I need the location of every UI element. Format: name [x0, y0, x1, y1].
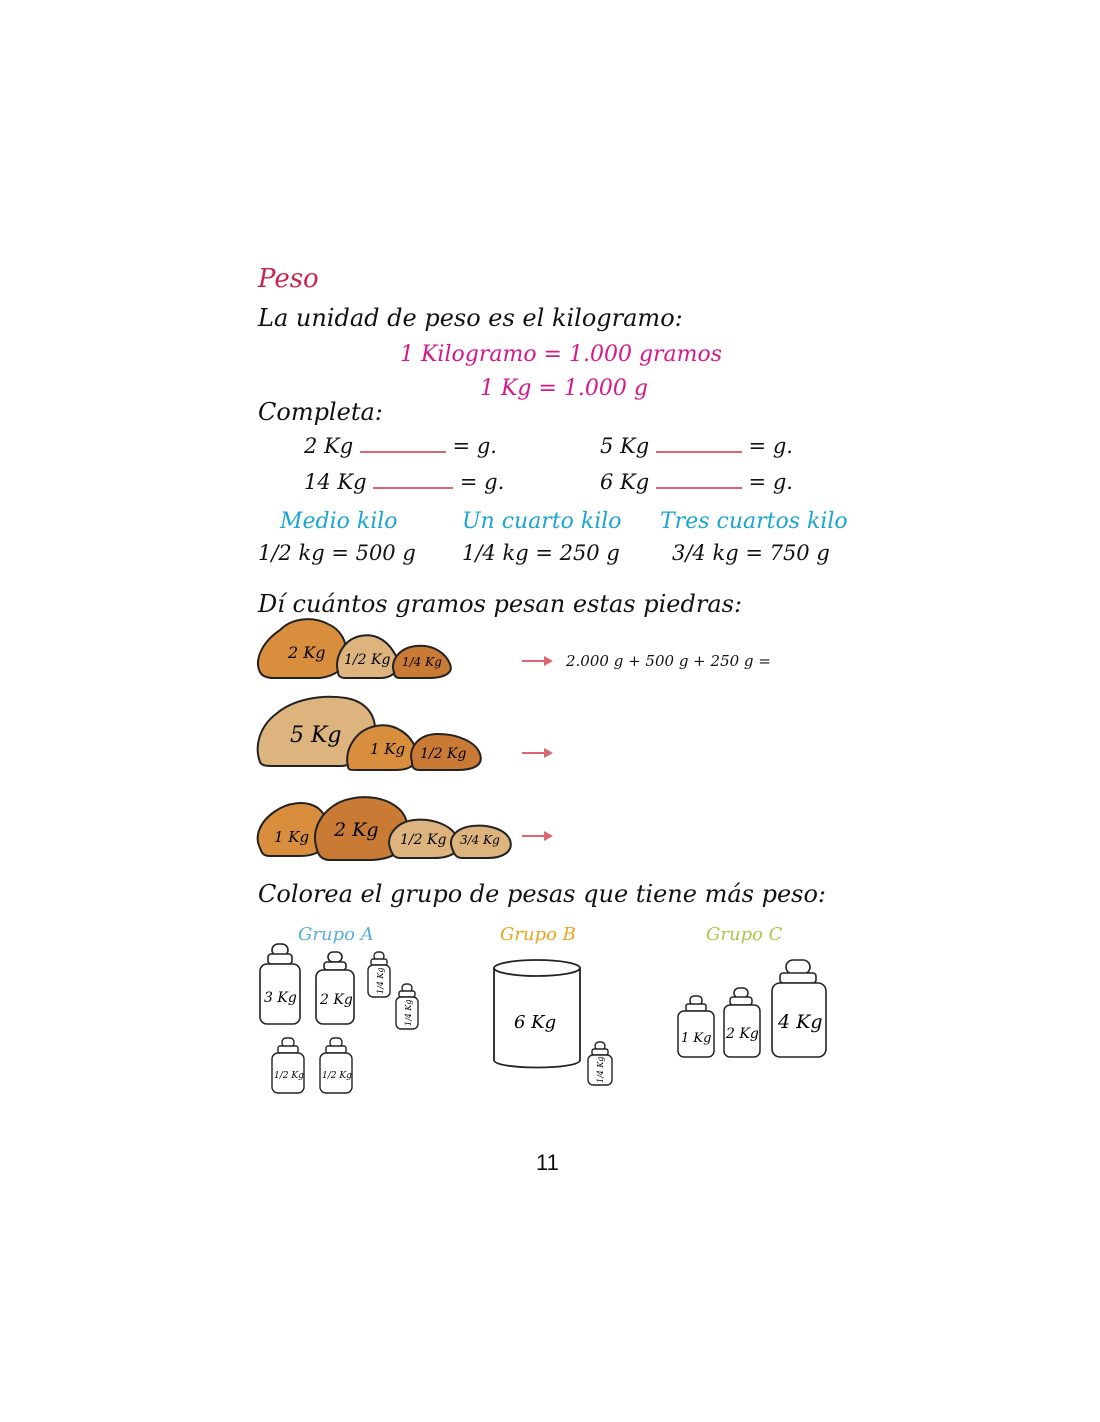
- definition-line-1: 1 Kilogramo = 1.000 gramos: [400, 342, 723, 367]
- stones-row-3: [250, 790, 520, 862]
- arrow-icon: [520, 746, 554, 760]
- weight-2kg[interactable]: [316, 952, 354, 1024]
- fraction-name-three-quarters: Tres cuartos kilo: [660, 509, 848, 534]
- fraction-name-half: Medio kilo: [280, 509, 398, 534]
- completa-suffix: = g.: [748, 470, 793, 494]
- weight-label: 2 Kg: [726, 1026, 759, 1042]
- weight-label: 1/4 Kg: [404, 999, 413, 1026]
- weight-label: 1/4 Kg: [376, 967, 385, 994]
- answer-blank[interactable]: [656, 451, 742, 453]
- fraction-eq-half: 1/2 kg = 500 g: [258, 541, 416, 565]
- definition-line-2: 1 Kg = 1.000 g: [480, 376, 648, 401]
- intro-text: La unidad de peso es el kilogramo:: [258, 304, 683, 332]
- answer-blank[interactable]: [656, 487, 742, 489]
- group-c-weights[interactable]: [672, 954, 842, 1064]
- completa-prefix: 14 Kg: [304, 470, 367, 494]
- completa-prefix: 5 Kg: [600, 434, 650, 458]
- group-c-label: Grupo C: [706, 924, 783, 945]
- completa-suffix: = g.: [459, 470, 505, 494]
- completa-label: Completa:: [258, 398, 383, 426]
- answer-blank[interactable]: [360, 451, 446, 453]
- stone-label: 2 Kg: [288, 643, 326, 662]
- arrow-icon: [520, 654, 554, 668]
- group-b-label: Grupo B: [500, 924, 576, 945]
- weight-1kg[interactable]: [678, 996, 714, 1057]
- completa-suffix: = g.: [748, 434, 793, 458]
- stones-answer-1: 2.000 g + 500 g + 250 g =: [566, 652, 771, 670]
- weight-quarter-kg[interactable]: [368, 952, 390, 997]
- stones-row-2: [250, 690, 490, 780]
- weight-3kg[interactable]: [260, 944, 300, 1024]
- arrow-icon: [520, 829, 554, 843]
- weight-label: 6 Kg: [514, 1012, 557, 1033]
- weight-label: 1/2 Kg: [274, 1071, 304, 1081]
- weight-label: 1/4 Kg: [596, 1056, 605, 1083]
- weight-label: 2 Kg: [320, 992, 353, 1008]
- weight-6kg[interactable]: [494, 960, 580, 1068]
- stone-label: 1 Kg: [370, 740, 406, 758]
- completa-item-3: [304, 470, 504, 494]
- group-a-weights[interactable]: [254, 940, 444, 1100]
- group-a-label: Grupo A: [298, 924, 374, 945]
- stone-label: 3/4 Kg: [460, 833, 500, 847]
- completa-item-4: [600, 470, 793, 494]
- group-b-weights[interactable]: [488, 956, 628, 1090]
- weight-2kg[interactable]: [724, 988, 760, 1057]
- completa-suffix: = g.: [452, 434, 497, 458]
- completa-prefix: 6 Kg: [600, 470, 650, 494]
- fraction-eq-quarter: 1/4 kg = 250 g: [462, 541, 620, 565]
- page-title: Peso: [258, 264, 319, 294]
- weight-label: 1/2 Kg: [322, 1071, 352, 1081]
- weight-label: 3 Kg: [264, 990, 297, 1006]
- stones-instruction: Dí cuántos gramos pesan estas piedras:: [258, 590, 743, 618]
- stone-label: 1/2 Kg: [400, 832, 447, 848]
- stone-label: 1/2 Kg: [344, 652, 391, 668]
- completa-item-1: [304, 434, 497, 458]
- weight-quarter-kg[interactable]: [588, 1042, 612, 1085]
- weights-instruction: Colorea el grupo de pesas que tiene más peso:: [258, 880, 827, 908]
- completa-item-2: [600, 434, 793, 458]
- stone-label: 1/4 Kg: [402, 655, 442, 669]
- answer-blank[interactable]: [373, 487, 453, 489]
- page-number: 11: [536, 1150, 559, 1175]
- weight-label: 4 Kg: [778, 1011, 823, 1033]
- weight-half-kg[interactable]: [272, 1038, 304, 1093]
- fraction-name-quarter: Un cuarto kilo: [462, 509, 622, 534]
- fraction-eq-three-quarters: 3/4 kg = 750 g: [672, 541, 830, 565]
- completa-prefix: 2 Kg: [304, 434, 354, 458]
- weight-quarter-kg[interactable]: [396, 984, 418, 1029]
- stone-label: 1/2 Kg: [420, 746, 467, 762]
- weight-4kg[interactable]: [772, 960, 826, 1057]
- stone-label: 5 Kg: [290, 723, 342, 748]
- weight-half-kg[interactable]: [320, 1038, 352, 1093]
- stone-label: 2 Kg: [334, 819, 379, 841]
- stones-row-1: [250, 612, 470, 688]
- weight-label: 1 Kg: [681, 1031, 712, 1046]
- stone-label: 1 Kg: [274, 828, 310, 846]
